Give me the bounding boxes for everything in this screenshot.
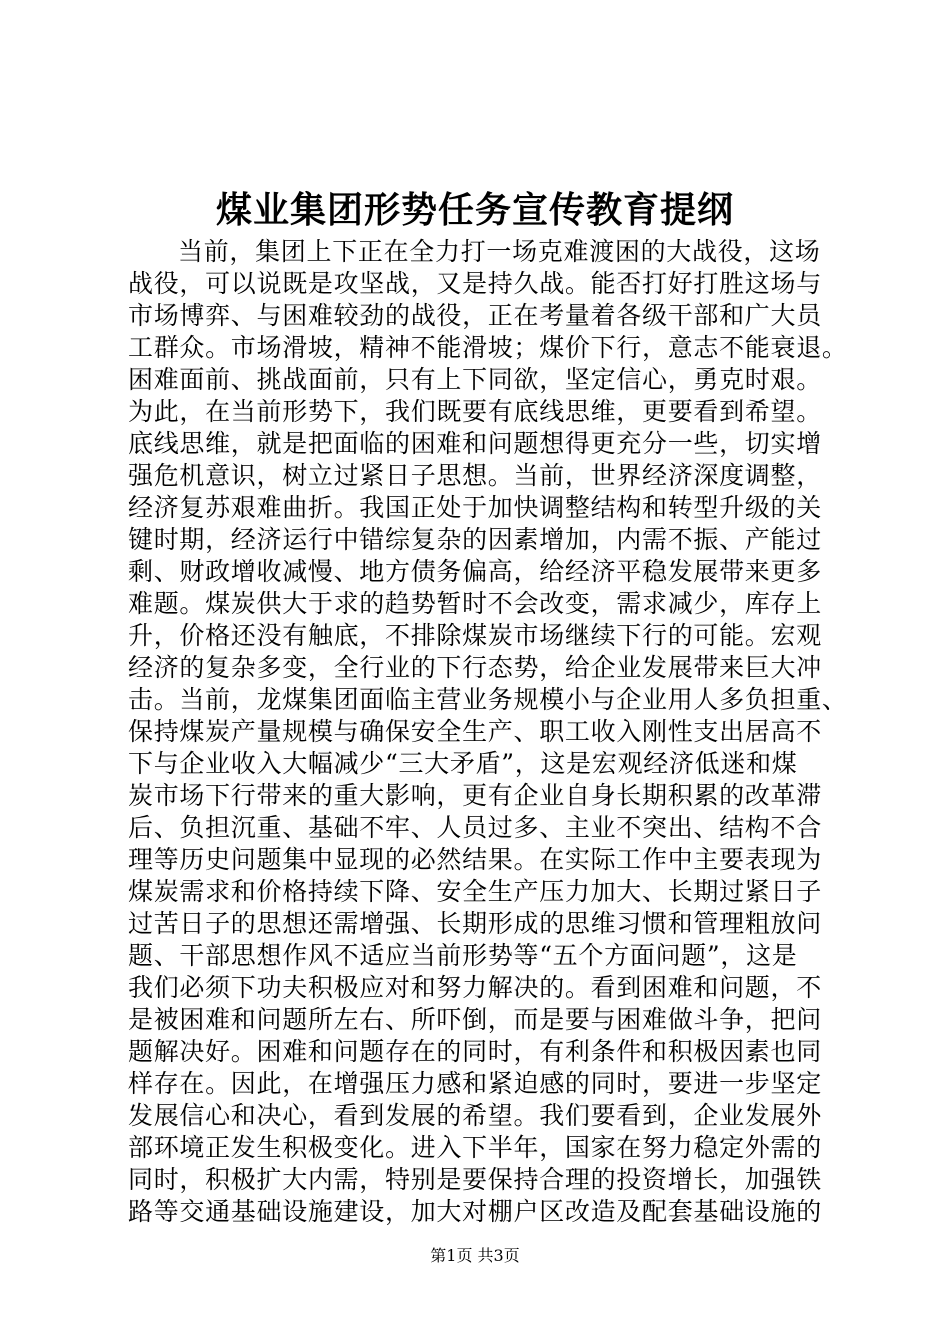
text-line: 样存在。因此，在增强压力感和紧迫感的同时，要进一步坚定 — [128, 1069, 822, 1098]
text-line: 工群众。市场滑坡，精神不能滑坡；煤价下行，意志不能衰退。 — [128, 333, 848, 362]
text-line: 炭市场下行带来的重大影响，更有企业自身长期积累的改革滞 — [128, 781, 822, 810]
text-line: 强危机意识，树立过紧日子思想。当前，世界经济深度调整， — [128, 461, 822, 490]
text-line: 难题。煤炭供大于求的趋势暂时不会改变，需求减少，库存上 — [128, 589, 822, 618]
text-line: 键时期，经济运行中错综复杂的因素增加，内需不振、产能过 — [128, 525, 822, 554]
text-line: 后、负担沉重、基础不牢、人员过多、主业不突出、结构不合 — [128, 813, 822, 842]
page-title: 煤业集团形势任务宣传教育提纲 — [215, 189, 734, 231]
text-line: 我们必须下功夫积极应对和努力解决的。看到困难和问题，不 — [128, 973, 822, 1002]
text-line: 发展信心和决心，看到发展的希望。我们要看到，企业发展外 — [128, 1101, 822, 1130]
text-line: 剩、财政增收减慢、地方债务偏高，给经济平稳发展带来更多 — [128, 557, 822, 586]
text-line: 经济复苏艰难曲折。我国正处于加快调整结构和转型升级的关 — [128, 493, 822, 522]
text-line: 击。当前，龙煤集团面临主营业务规模小与企业用人多负担重、 — [128, 685, 848, 714]
text-line: 路等交通基础设施建设，加大对棚户区改造及配套基础设施的 — [128, 1197, 822, 1226]
text-line: 是被困难和问题所左右、所吓倒，而是要与困难做斗争，把问 — [128, 1005, 822, 1034]
text-line: 升，价格还没有触底，不排除煤炭市场继续下行的可能。宏观 — [128, 621, 822, 650]
text-line: 过苦日子的思想还需增强、长期形成的思维习惯和管理粗放问 — [128, 909, 822, 938]
body-text — [128, 236, 848, 1228]
text-line: 部环境正发生积极变化。进入下半年，国家在努力稳定外需的 — [128, 1133, 822, 1162]
text-line: 题、干部思想作风不适应当前形势等“五个方面问题”，这是 — [128, 941, 798, 970]
text-line: 下与企业收入大幅减少“三大矛盾”，这是宏观经济低迷和煤 — [128, 749, 798, 778]
text-line: 当前，集团上下正在全力打一场克难渡困的大战役，这场 — [178, 237, 821, 266]
page-footer: 第1页 共3页 — [430, 1246, 520, 1265]
text-line: 底线思维，就是把面临的困难和问题想得更充分一些，切实增 — [128, 429, 822, 458]
text-line: 煤炭需求和价格持续下降、安全生产压力加大、长期过紧日子 — [128, 877, 822, 906]
text-line: 困难面前、挑战面前，只有上下同欲，坚定信心，勇克时艰。 — [128, 365, 822, 394]
text-line: 战役，可以说既是攻坚战，又是持久战。能否打好打胜这场与 — [128, 269, 822, 298]
text-line: 为此，在当前形势下，我们既要有底线思维，更要看到希望。 — [128, 397, 822, 426]
text-line: 理等历史问题集中显现的必然结果。在实际工作中主要表现为 — [128, 845, 822, 874]
text-line: 题解决好。困难和问题存在的同时，有利条件和积极因素也同 — [128, 1037, 822, 1066]
text-line: 同时，积极扩大内需，特别是要保持合理的投资增长，加强铁 — [128, 1165, 822, 1194]
text-line: 经济的复杂多变，全行业的下行态势，给企业发展带来巨大冲 — [128, 653, 822, 682]
text-line: 保持煤炭产量规模与确保安全生产、职工收入刚性支出居高不 — [128, 717, 822, 746]
text-line: 市场博弈、与困难较劲的战役，正在考量着各级干部和广大员 — [128, 301, 822, 330]
